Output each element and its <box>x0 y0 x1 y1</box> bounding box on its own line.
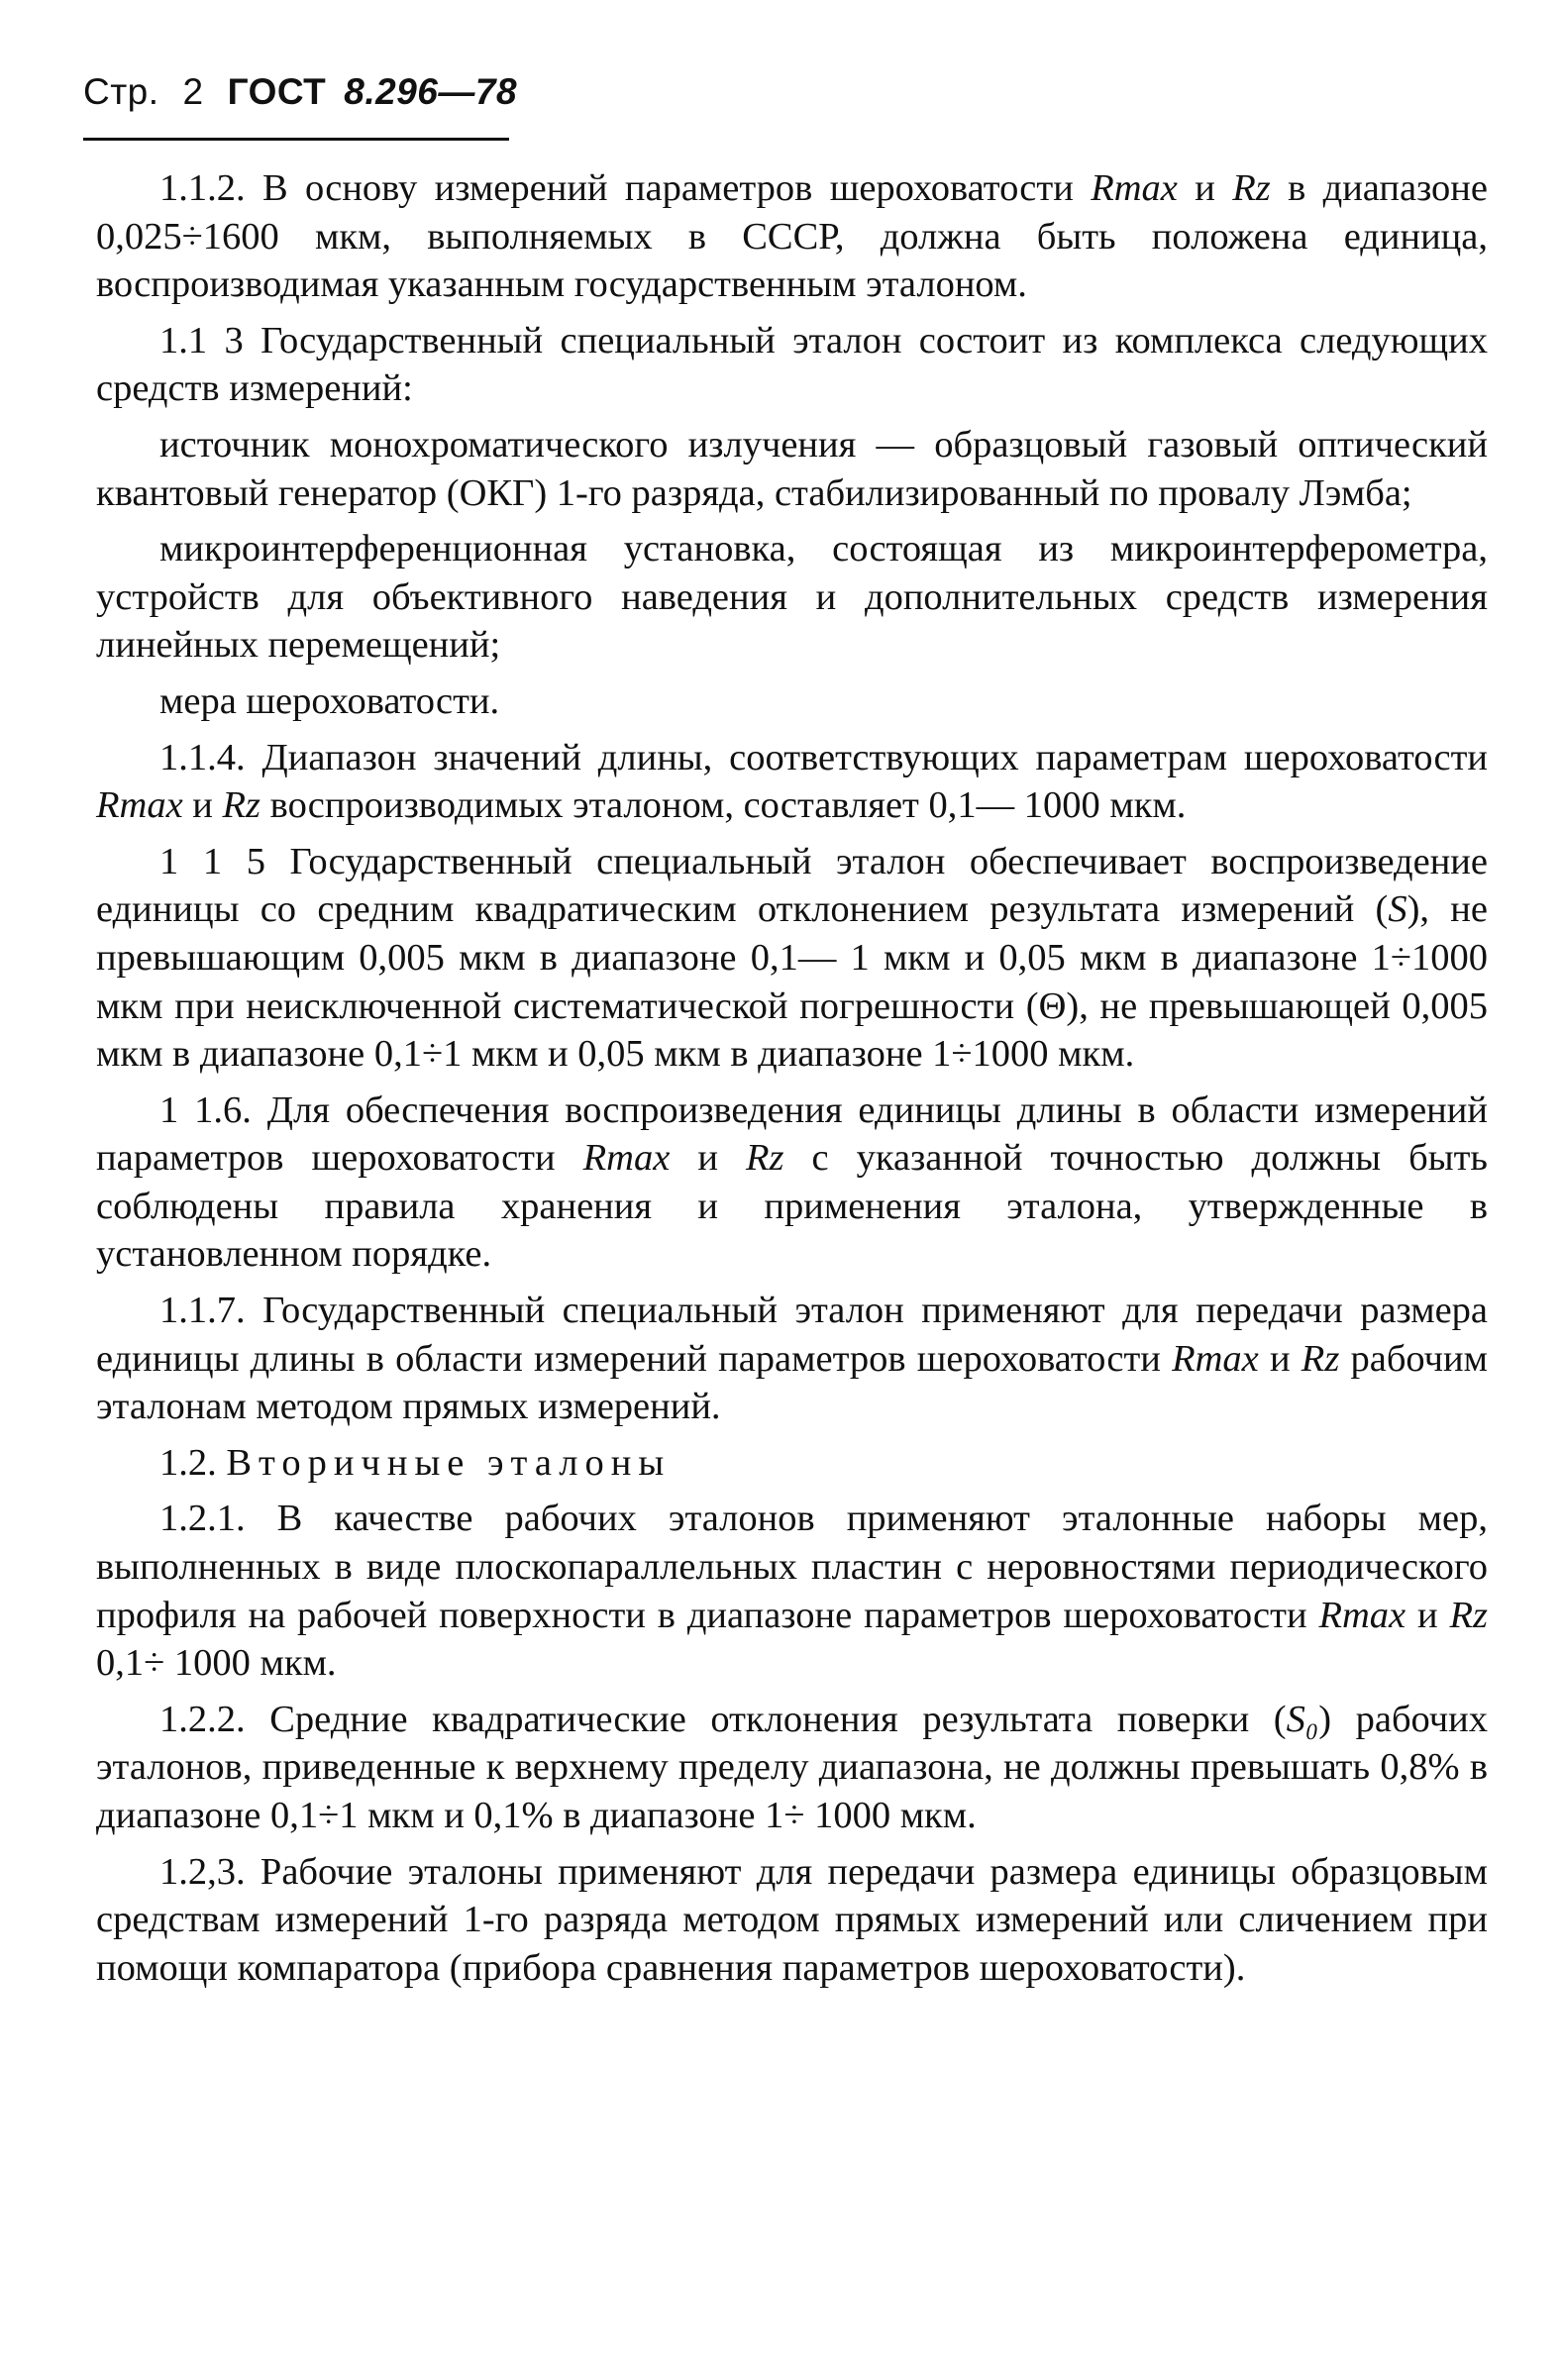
italic-term: S <box>1388 888 1407 931</box>
text-run: 1.1.2. В основу измерений параметров шероховатости <box>159 167 1092 209</box>
italic-term: Rz <box>745 1137 784 1180</box>
text-run: источник монохроматического излучения — образцовый газовый оптический квантовый генератор (ОКГ) 1-го разряда, стабилизированный по провалу Лэмба; <box>96 423 1488 514</box>
text-run: 1 1.6. Для обеспечения воспроизведения единицы длины в области измерений параметров шероховатости <box>96 1088 1488 1180</box>
italic-term: Rmax <box>1318 1594 1406 1636</box>
text-run: микроинтерференционная установка, состоящая из микроинтерферометра, устройств для объективного наведения и дополнительных средств измерения линейных перемещений; <box>96 528 1488 667</box>
page-header <box>83 73 517 110</box>
italic-term: Rz <box>1449 1594 1489 1636</box>
text-run: 1.1.7. Государственный специальный эталон применяют для передачи размера единицы длины в области измерений параметров шероховатости <box>96 1290 1488 1380</box>
text-run: воспроизводимых эталоном, составляет 0,1— 1000 мкм. <box>260 784 1187 827</box>
paragraph <box>96 1287 1488 1431</box>
text-run: с указанной точностью должны быть соблюдены правила хранения и применения эталона, утвержденные в установленном порядке. <box>96 1137 1488 1276</box>
text-run: 0,1÷ 1000 мкм. <box>96 1642 337 1685</box>
text-run: 1 1 5 Государственный специальный эталон обеспечивает воспроизведение единицы со средним квадратическим отклонением результата измерений ( <box>96 840 1488 931</box>
text-run: мера шероховатости. <box>159 679 500 722</box>
paragraph <box>96 317 1488 413</box>
italic-term: Rz <box>1301 1337 1340 1380</box>
standard-name: ГОСТ <box>227 71 327 112</box>
paragraph <box>96 1848 1488 1993</box>
italic-term: Rmax <box>1172 1337 1259 1380</box>
text-run: ), не превышающим 0,005 мкм в диапазоне 0,1— 1 мкм и 0,05 мкм в диапазоне 1÷1000 мкм при неисключенной систематической погрешности (Θ), не превышающей 0,005 мкм в диапазоне 0,1÷1 мкм и 0,05 мкм в диапазоне 1÷1000 мкм. <box>96 888 1488 1076</box>
text-run: и <box>182 784 223 827</box>
text-run: рабочим эталонам методом прямых измерений. <box>96 1337 1489 1428</box>
text-run: и <box>1406 1594 1450 1636</box>
page-number: 2 <box>182 71 204 112</box>
text-run: 1.2. <box>159 1441 227 1484</box>
text-run: и <box>1258 1337 1302 1380</box>
text-run: 1.1.4. Диапазон значений длины, соответствующих параметрам шероховатости <box>159 736 1488 778</box>
paragraph <box>96 838 1488 1079</box>
paragraph <box>96 1439 1488 1488</box>
body-text <box>96 164 1488 2000</box>
paragraph <box>96 677 1488 726</box>
italic-term: Rz <box>1232 167 1271 209</box>
text-run: и <box>1177 167 1233 209</box>
paragraph <box>96 164 1488 309</box>
text-run: 1.2,3. Рабочие эталоны применяют для передачи размера единицы образцовым средствам измерений 1-го разряда методом прямых измерений или сличением при помощи компаратора (прибора сравнения параметров шероховатости). <box>96 1850 1488 1989</box>
paragraph <box>96 421 1488 517</box>
paragraph <box>96 1495 1488 1687</box>
standard-number: 8.296—78 <box>344 71 518 112</box>
text-run: 1.2.1. В качестве рабочих эталонов применяют эталонные наборы мер, выполненных в виде плоскопараллельных пластин с неровностями периодического профиля на рабочей поверхности в диапазоне параметров шероховатости <box>96 1498 1488 1636</box>
paragraph <box>96 734 1488 830</box>
text-run: и <box>670 1137 746 1180</box>
text-run: 1.2.2. Средние квадратические отклонения результата поверки ( <box>159 1698 1287 1740</box>
paragraph <box>96 1696 1488 1840</box>
paragraph <box>96 1087 1488 1279</box>
italic-term: Rmax <box>96 784 183 827</box>
italic-term: S₀ <box>1286 1698 1319 1740</box>
section-title: Вторичные эталоны <box>226 1441 672 1484</box>
text-run: ) рабочих эталонов, приведенные к верхнему пределу диапазона, не должны превышать 0,8% в диапазоне 0,1÷1 мкм и 0,1% в диапазоне 1÷ 1000 мкм. <box>96 1698 1488 1836</box>
italic-term: Rz <box>222 784 261 827</box>
italic-term: Rmax <box>582 1137 671 1180</box>
page-label: Стр. <box>83 71 159 112</box>
paragraph <box>96 525 1488 670</box>
header-rule <box>83 138 509 141</box>
italic-term: Rmax <box>1091 167 1178 209</box>
text-run: в диапазоне 0,025÷1600 мкм, выполняемых в СССР, должна быть положена единица, воспроизводимая указанным государственным эталоном. <box>96 167 1488 306</box>
text-run: 1.1 3 Государственный специальный эталон состоит из комплекса следующих средств измерений: <box>96 319 1488 410</box>
